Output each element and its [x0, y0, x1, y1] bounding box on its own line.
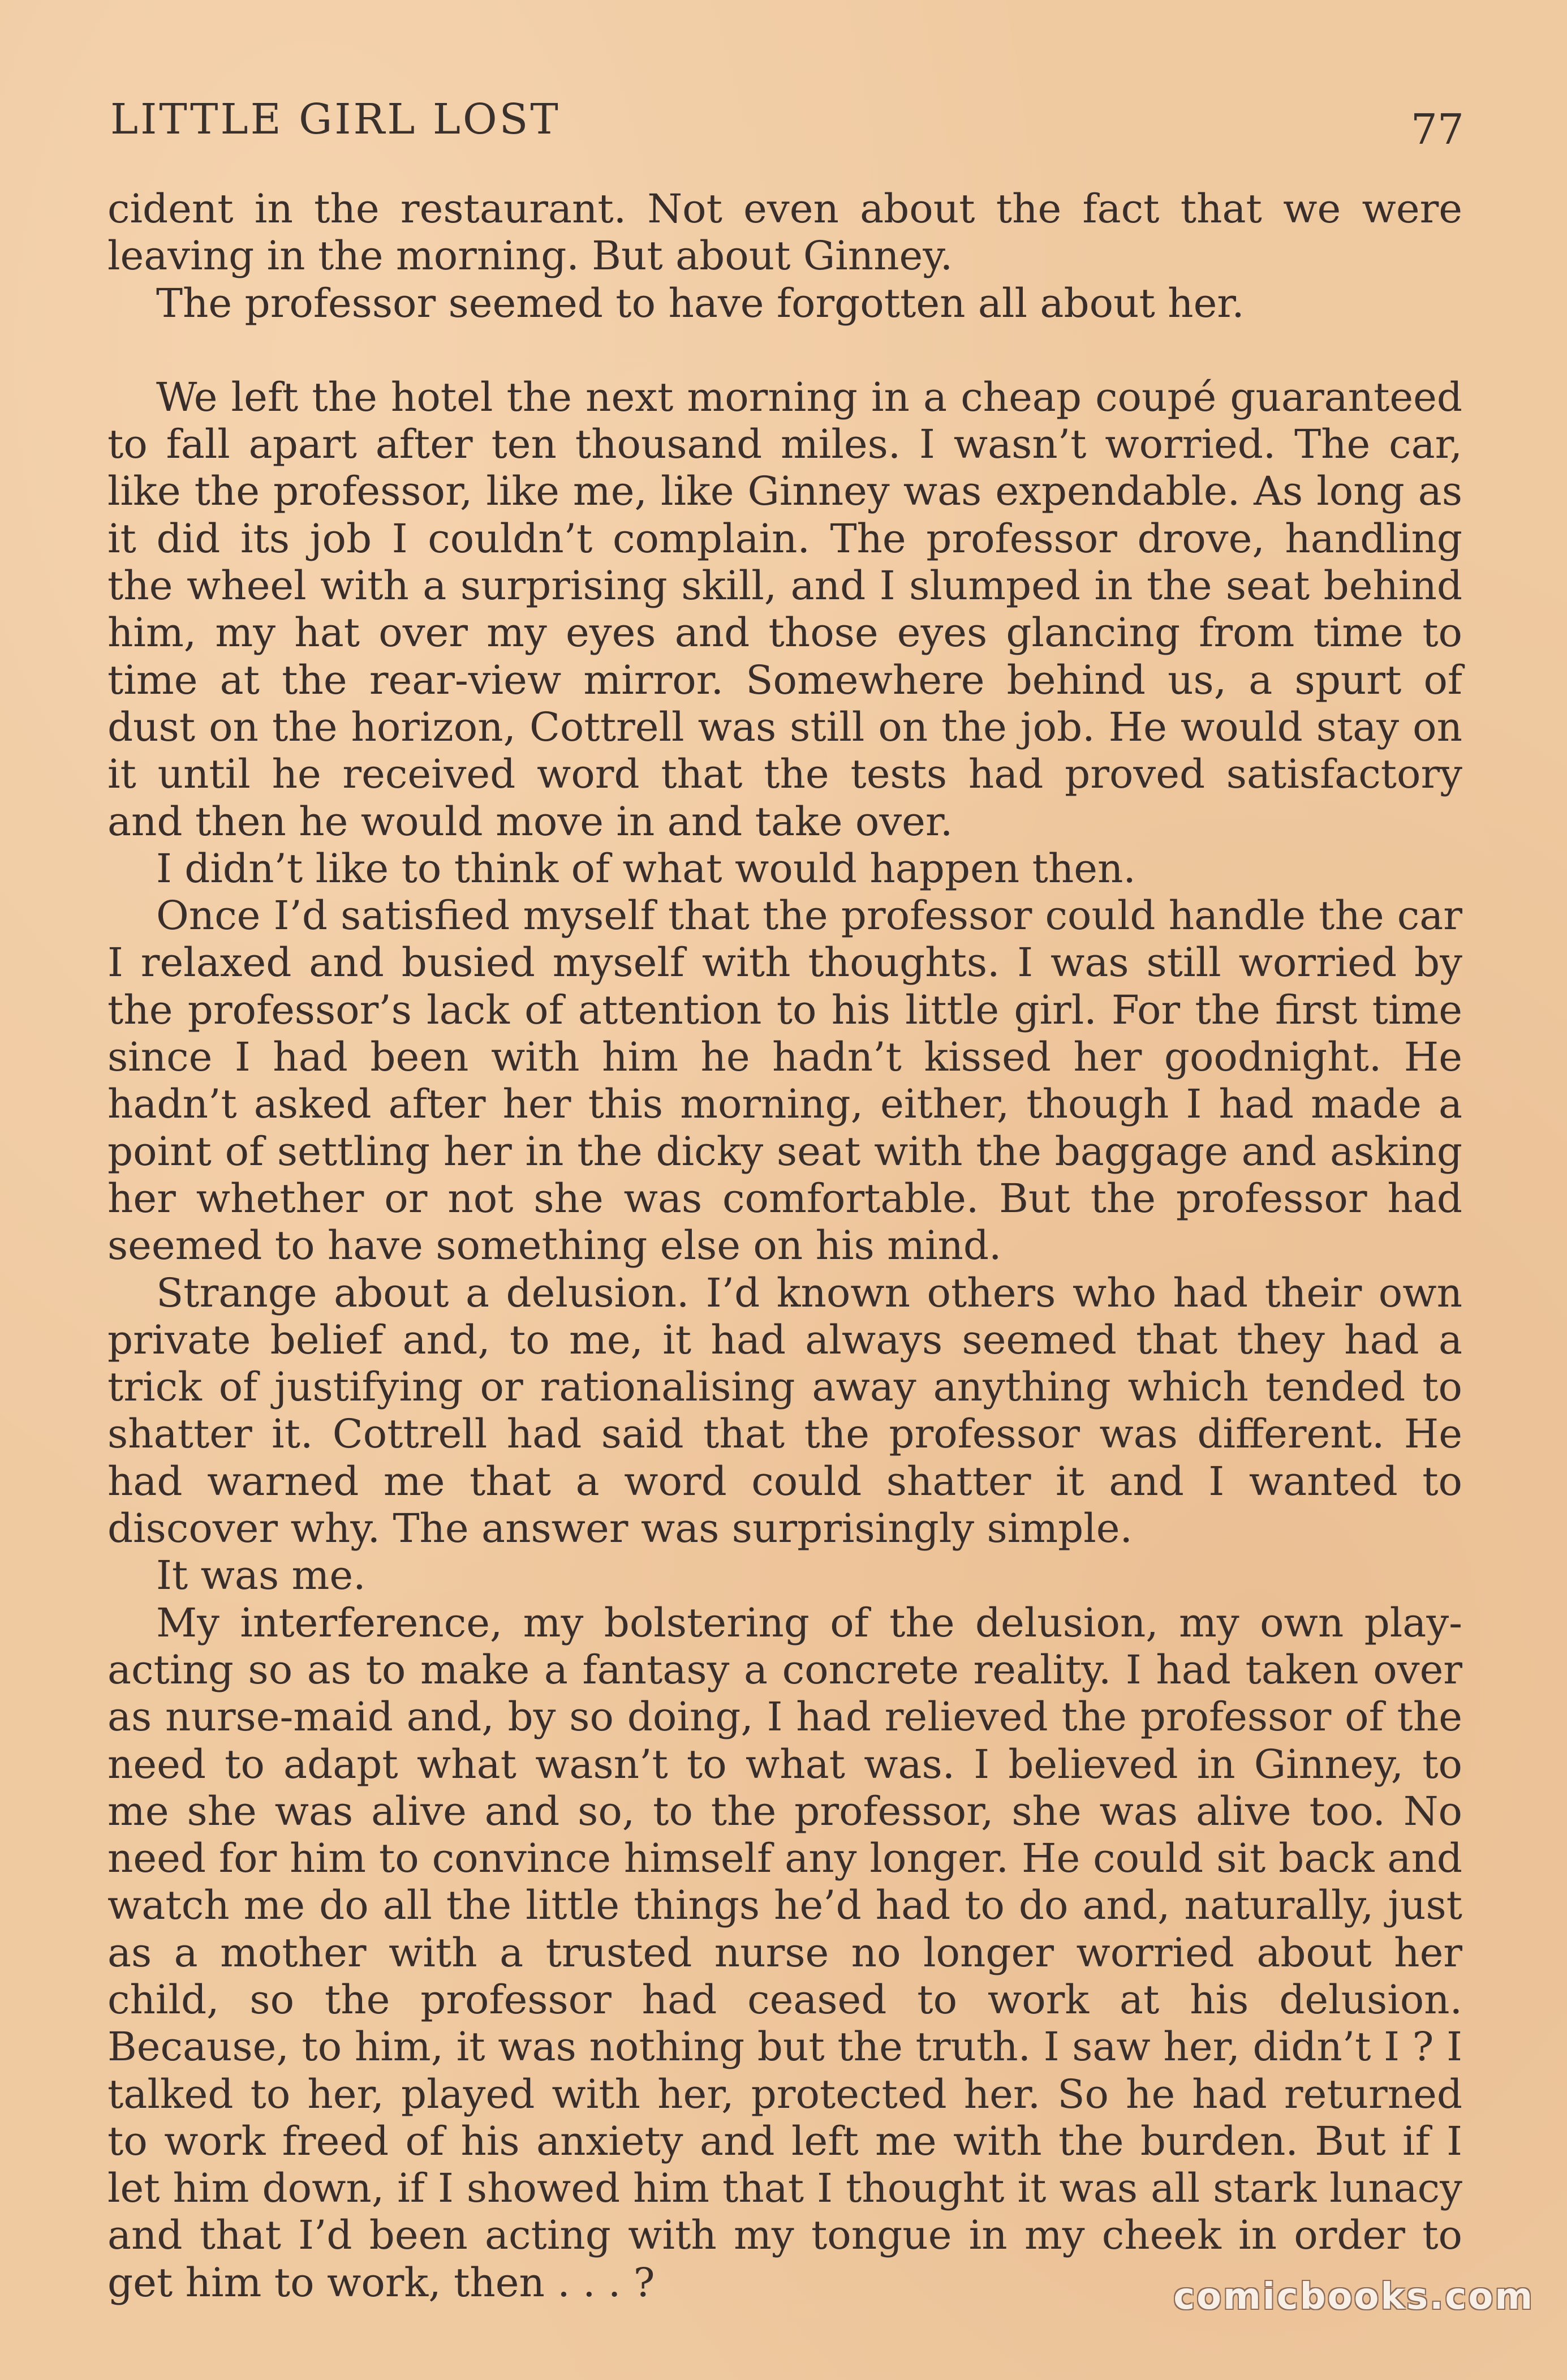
watermark: comicbooks.com: [1173, 2276, 1534, 2318]
running-title: LITTLE GIRL LOST: [110, 95, 561, 144]
paragraph: Once I’d satisfied myself that the professor could handle the car I relaxed and busied myself with thoughts. I was still worried by the professor’s lack of attention to his little girl. For the first time since I had been with him he hadn’t kissed her goodnight. He hadn’t asked after her this morning, either, though I had made a point of settling her in the dicky seat with the baggage and asking her whether or not she was comfortable. But the professor had seemed to have something else on his mind.: [107, 892, 1462, 1269]
paragraph: cident in the restaurant. Not even about the fact that we were leaving in the morning. But about Ginney.: [107, 186, 1462, 280]
page-number: 77: [1410, 105, 1464, 154]
paragraph: It was me.: [156, 1552, 366, 1599]
paragraph: We left the hotel the next morning in a cheap coupé guaranteed to fall apart after ten thousand miles. I wasn’t worried. The car, like the professor, like me, like Ginney was expendable. As long as it did its job I couldn’t complain. The professor drove, handling the wheel with a surprising skill, and I slumped in the seat behind him, my hat over my eyes and those eyes glancing from time to time at the rear-view mirror. Somewhere behind us, a spurt of dust on the horizon, Cottrell was still on the job. He would stay on it until he received word that the tests had proved satisfactory and then he would move in and take over.: [107, 373, 1462, 845]
paragraph: I didn’t like to think of what would happen then.: [156, 845, 1136, 892]
paragraph: My interference, my bolstering of the delusion, my own play-acting so as to make a fantasy a concrete reality. I had taken over as nurse-maid and, by so doing, I had relieved the professor of the need to adapt what wasn’t to what was. I believed in Ginney, to me she was alive and so, to the professor, she was alive too. No need for him to convince himself any longer. He could sit back and watch me do all the little things he’d had to do and, naturally, just as a mother with a trusted nurse no longer worried about her child, so the professor had ceased to work at his delusion. Because, to him, it was nothing but the truth. I saw her, didn’t I ? I talked to her, played with her, protected her. So he had returned to work freed of his anxiety and left me with the burden. But if I let him down, if I showed him that I thought it was all stark lunacy and that I’d been acting with my tongue in my cheek in order to get him to work, then . . . ?: [107, 1599, 1462, 2306]
paragraph: Strange about a delusion. I’d known others who had their own private belief and, to me, it had always seemed that they had a trick of justifying or rationalising away anything which tended to shatter it. Cottrell had said that the professor was different. He had warned me that a word could shatter it and I wanted to discover why. The answer was surprisingly simple.: [107, 1269, 1462, 1552]
body-text: [107, 186, 1462, 2306]
paragraph: The professor seemed to have forgotten all about her.: [156, 280, 1245, 327]
